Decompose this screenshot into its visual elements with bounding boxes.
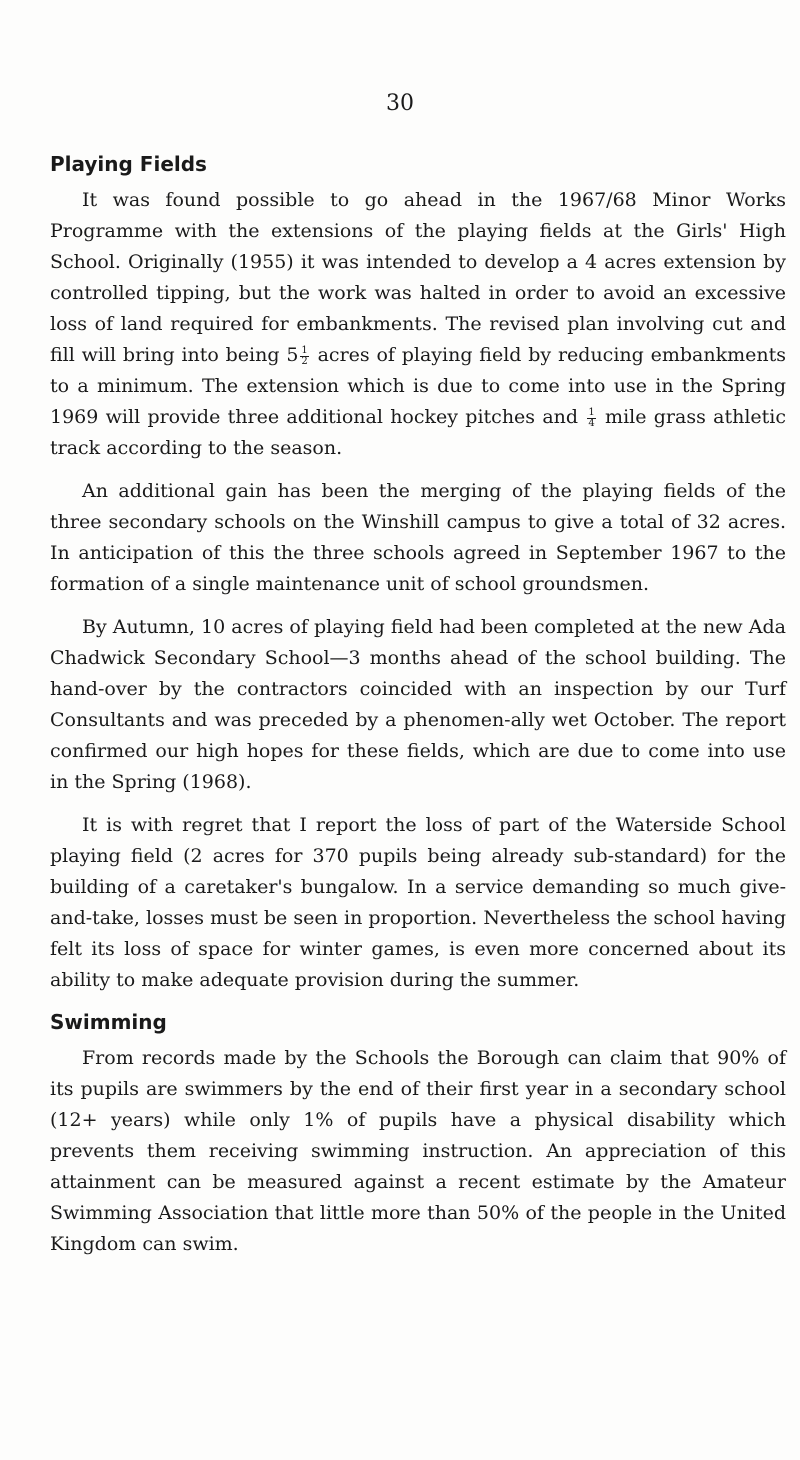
paragraph-swimming-1: From records made by the Schools the Borough can claim that 90% of its pupils are swimmers by the end of their first year in a secondary school (12+ years) while only 1% of pupils have a physical disability which prevents them receiving swimming instruction. An appreciation of this attainment can be measured against a recent estimate by the Amateur Swimming Association that little more than 50% of the people in the United Kingdom can swim. <box>50 1047 786 1255</box>
fraction-one-half <box>300 346 308 367</box>
section-heading-playing-fields: Playing Fields <box>50 152 207 176</box>
paragraph-text: mile grass athletic track according to the season. <box>50 406 787 459</box>
fraction-denominator: 2 <box>301 355 308 367</box>
paragraph-text: acres of playing field by reducing embankments to a minimum. The extension which is due to come into use in the Spring 1969 will provide three additional hockey pitches and <box>50 344 786 428</box>
fraction-numerator: 1 <box>588 406 595 418</box>
paragraph-text: It was found possible to go ahead in the 1967/68 Minor Works Programme with the extensions of the playing fields at the Girls' High School. Originally (1955) it was intended to develop a 4 acres extension by controlled tipping, but the work was halted in order to avoid an excessive loss of land required for embankments. The revised plan involving cut and fill will bring into being 5 <box>50 189 786 366</box>
paragraph-playing-fields-2: An additional gain has been the merging of the playing fields of the three secondary schools on the Winshill campus to give a total of 32 acres. In anticipation of this the three schools agreed in September 1967 to the formation of a single maintenance unit of school groundsmen. <box>50 480 786 595</box>
page-number: 30 <box>386 91 414 116</box>
fraction-numerator: 1 <box>301 344 308 356</box>
fraction-one-quarter <box>587 408 595 429</box>
paragraph-playing-fields-4: It is with regret that I report the loss of part of the Waterside School playing field (2 acres for 370 pupils being already sub-standard) for the building of a caretaker's bungalow. In a service demanding so much give-and-take, losses must be seen in proportion. Nevertheless the school having felt its loss of space for winter games, is even more concerned about its ability to make adequate provision during the summer. <box>50 814 786 991</box>
section-heading-swimming: Swimming <box>50 1010 167 1034</box>
paragraph-playing-fields-1 <box>50 185 786 464</box>
fraction-denominator: 4 <box>588 417 595 429</box>
page-content <box>50 150 786 1272</box>
paragraph-playing-fields-3: By Autumn, 10 acres of playing field had been completed at the new Ada Chadwick Secondary School—3 months ahead of the school building. The hand-over by the contractors coincided with an inspection by our Turf Consultants and was preceded by a phenomen-ally wet October. The report confirmed our high hopes for these fields, which are due to come into use in the Spring (1968). <box>50 616 786 793</box>
